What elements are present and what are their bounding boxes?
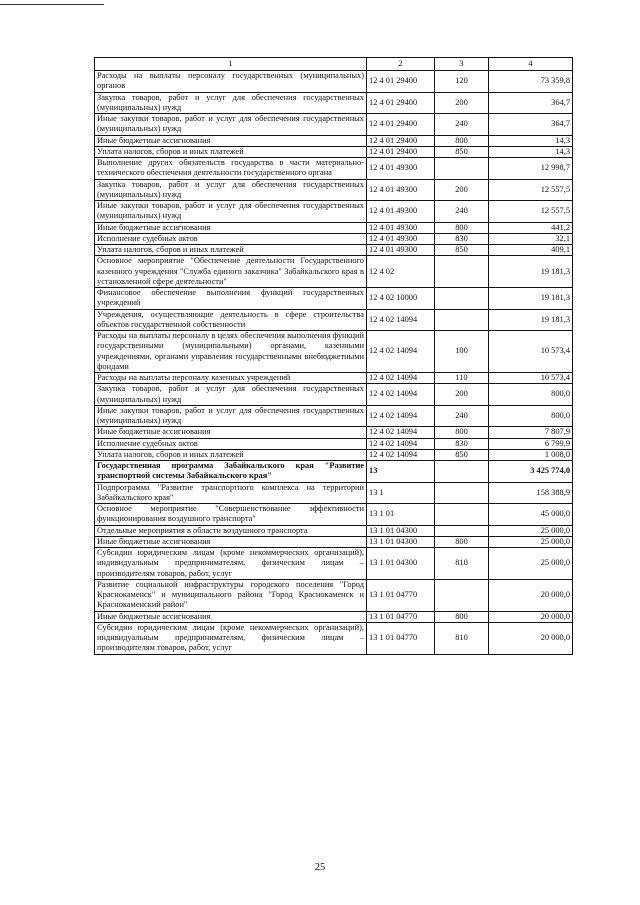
cell-code: 12 4 01 49300 bbox=[367, 201, 435, 223]
cell-sum: 10 573,4 bbox=[489, 373, 573, 384]
cell-code: 13 1 01 bbox=[367, 504, 435, 526]
table-row bbox=[95, 309, 573, 331]
cell-name: Расходы на выплаты персоналу казенных учреждений bbox=[95, 373, 367, 384]
cell-code: 12 4 01 29400 bbox=[367, 114, 435, 136]
cell-kind: 850 bbox=[435, 245, 489, 256]
cell-code: 12 4 02 14094 bbox=[367, 331, 435, 373]
cell-sum: 158 388,9 bbox=[489, 482, 573, 504]
cell-name: Иные бюджетные ассигнования bbox=[95, 427, 367, 438]
cell-code: 13 bbox=[367, 461, 435, 483]
table-row bbox=[95, 611, 573, 622]
cell-name: Государственная программа Забайкальского края "Развитие транспортной системы Забайкальского края" bbox=[95, 461, 367, 483]
cell-name: Финансовое обеспечение выполнения функций государственных учреждений bbox=[95, 288, 367, 310]
cell-kind bbox=[435, 309, 489, 331]
cell-code: 13 1 01 04300 bbox=[367, 525, 435, 536]
table-row bbox=[95, 245, 573, 256]
table-row bbox=[95, 548, 573, 580]
cell-sum: 3 425 774,0 bbox=[489, 461, 573, 483]
table-row bbox=[95, 461, 573, 483]
cell-sum: 73 359,8 bbox=[489, 71, 573, 93]
page-number: 25 bbox=[314, 862, 326, 873]
cell-kind: 830 bbox=[435, 438, 489, 449]
cell-name: Иные закупки товаров, работ и услуг для обеспечения государственных (муниципальных) нужд bbox=[95, 114, 367, 136]
cell-kind: 850 bbox=[435, 146, 489, 157]
cell-name: Исполнение судебных актов bbox=[95, 233, 367, 244]
cell-name: Расходы на выплаты персоналу государственных (муниципальных) органов bbox=[95, 71, 367, 93]
cell-name: Иные бюджетные ассигнования bbox=[95, 536, 367, 547]
cell-sum: 10 573,4 bbox=[489, 331, 573, 373]
cell-sum: 800,0 bbox=[489, 405, 573, 427]
header-col-1: 1 bbox=[95, 58, 367, 71]
cell-name: Иные закупки товаров, работ и услуг для обеспечения государственных (муниципальных) нужд bbox=[95, 405, 367, 427]
cell-name: Основное мероприятие "Обеспечение деятельности Государственного казенного учреждения "Служба единого заказчика" Забайкальского края в установленной сфере деятельности" bbox=[95, 256, 367, 288]
cell-name: Иные бюджетные ассигнования bbox=[95, 135, 367, 146]
cell-code: 12 4 02 14094 bbox=[367, 427, 435, 438]
cell-kind bbox=[435, 461, 489, 483]
cell-name: Закупка товаров, работ и услуг для обеспечения государственных (муниципальных) нужд bbox=[95, 384, 367, 406]
cell-kind: 800 bbox=[435, 611, 489, 622]
cell-name: Субсидии юридическим лицам (кроме некоммерческих организаций), индивидуальным предпринимателям, физическим лицам – производителям товаров, работ, услуг bbox=[95, 548, 367, 580]
cell-code: 12 4 01 29400 bbox=[367, 71, 435, 93]
cell-sum: 19 181,3 bbox=[489, 256, 573, 288]
corner-rule bbox=[0, 4, 104, 5]
cell-code: 12 4 02 14094 bbox=[367, 373, 435, 384]
cell-name: Отдельные мероприятия в области воздушного транспорта bbox=[95, 525, 367, 536]
cell-kind: 800 bbox=[435, 427, 489, 438]
cell-kind bbox=[435, 158, 489, 180]
cell-sum: 19 181,3 bbox=[489, 309, 573, 331]
table-row bbox=[95, 449, 573, 460]
cell-sum: 32,1 bbox=[489, 233, 573, 244]
cell-name: Выполнение других обязательств государства в части материально-технического обеспечения деятельности государственного органа bbox=[95, 158, 367, 180]
table-row bbox=[95, 201, 573, 223]
cell-kind bbox=[435, 504, 489, 526]
cell-kind: 800 bbox=[435, 536, 489, 547]
cell-name: Закупка товаров, работ и услуг для обеспечения государственных (муниципальных) нужд bbox=[95, 179, 367, 201]
cell-sum: 25 000,0 bbox=[489, 536, 573, 547]
cell-kind: 800 bbox=[435, 135, 489, 146]
cell-name: Субсидии юридическим лицам (кроме некоммерческих организаций), индивидуальным предпринимателям, физическим лицам – производителям товаров, работ, услуг bbox=[95, 622, 367, 654]
table-row bbox=[95, 135, 573, 146]
cell-sum: 364,7 bbox=[489, 114, 573, 136]
cell-sum: 19 181,3 bbox=[489, 288, 573, 310]
cell-kind: 200 bbox=[435, 179, 489, 201]
cell-name: Иные закупки товаров, работ и услуг для обеспечения государственных (муниципальных) нужд bbox=[95, 201, 367, 223]
cell-kind: 110 bbox=[435, 373, 489, 384]
cell-sum: 25 000,0 bbox=[489, 548, 573, 580]
cell-kind: 810 bbox=[435, 548, 489, 580]
cell-code: 12 4 02 14094 bbox=[367, 384, 435, 406]
cell-name: Учреждения, осуществляющие деятельность в сфере строительства объектов государственной собственности bbox=[95, 309, 367, 331]
cell-kind: 240 bbox=[435, 405, 489, 427]
cell-code: 13 1 01 04770 bbox=[367, 611, 435, 622]
cell-code: 12 4 02 bbox=[367, 256, 435, 288]
cell-code: 12 4 02 14094 bbox=[367, 405, 435, 427]
cell-kind: 200 bbox=[435, 92, 489, 114]
cell-name: Исполнение судебных актов bbox=[95, 438, 367, 449]
cell-kind: 120 bbox=[435, 71, 489, 93]
cell-code: 13 1 01 04300 bbox=[367, 548, 435, 580]
table-row bbox=[95, 288, 573, 310]
table-row bbox=[95, 256, 573, 288]
table-row bbox=[95, 504, 573, 526]
cell-sum: 6 799,9 bbox=[489, 438, 573, 449]
cell-sum: 1 008,0 bbox=[489, 449, 573, 460]
cell-code: 12 4 02 14094 bbox=[367, 449, 435, 460]
cell-code: 12 4 01 49300 bbox=[367, 233, 435, 244]
cell-sum: 12 557,5 bbox=[489, 179, 573, 201]
cell-code: 12 4 02 14094 bbox=[367, 309, 435, 331]
cell-name: Уплата налогов, сборов и иных платежей bbox=[95, 245, 367, 256]
cell-kind: 240 bbox=[435, 201, 489, 223]
cell-code: 12 4 01 49300 bbox=[367, 222, 435, 233]
cell-kind: 800 bbox=[435, 222, 489, 233]
table-row bbox=[95, 438, 573, 449]
cell-name: Подпрограмма "Развитие транспортного комплекса на территории Забайкальского края" bbox=[95, 482, 367, 504]
header-col-2: 2 bbox=[367, 58, 435, 71]
cell-name: Иные бюджетные ассигнования bbox=[95, 222, 367, 233]
header-col-3: 3 bbox=[435, 58, 489, 71]
cell-sum: 20 000,0 bbox=[489, 579, 573, 611]
table-row bbox=[95, 233, 573, 244]
table-row bbox=[95, 146, 573, 157]
table-row bbox=[95, 384, 573, 406]
cell-code: 13 1 01 04770 bbox=[367, 579, 435, 611]
cell-code: 12 4 01 49300 bbox=[367, 245, 435, 256]
cell-code: 12 4 01 49300 bbox=[367, 158, 435, 180]
table-row bbox=[95, 222, 573, 233]
table-row bbox=[95, 579, 573, 611]
cell-kind: 100 bbox=[435, 331, 489, 373]
cell-name: Развитие социальной инфраструктуры городского поселения "Город Краснокаменск" и муниципального района "Город Краснокаменск и Краснокаменский район" bbox=[95, 579, 367, 611]
cell-kind bbox=[435, 482, 489, 504]
cell-name: Уплата налогов, сборов и иных платежей bbox=[95, 449, 367, 460]
header-col-4: 4 bbox=[489, 58, 573, 71]
cell-code: 13 1 bbox=[367, 482, 435, 504]
cell-sum: 12 998,7 bbox=[489, 158, 573, 180]
cell-code: 12 4 02 14094 bbox=[367, 438, 435, 449]
cell-sum: 409,1 bbox=[489, 245, 573, 256]
cell-kind: 830 bbox=[435, 233, 489, 244]
cell-kind: 200 bbox=[435, 384, 489, 406]
cell-code: 13 1 01 04300 bbox=[367, 536, 435, 547]
cell-name: Иные бюджетные ассигнования bbox=[95, 611, 367, 622]
table-row bbox=[95, 482, 573, 504]
cell-name: Основное мероприятие "Совершенствование эффективности функционирования воздушного транспорта" bbox=[95, 504, 367, 526]
cell-kind bbox=[435, 256, 489, 288]
cell-sum: 7 807,9 bbox=[489, 427, 573, 438]
cell-code: 13 1 01 04770 bbox=[367, 622, 435, 654]
cell-kind: 810 bbox=[435, 622, 489, 654]
cell-code: 12 4 01 29400 bbox=[367, 92, 435, 114]
cell-sum: 14,3 bbox=[489, 146, 573, 157]
table-row bbox=[95, 373, 573, 384]
cell-sum: 14,3 bbox=[489, 135, 573, 146]
table-row bbox=[95, 331, 573, 373]
table-header-row bbox=[95, 58, 573, 71]
table-row bbox=[95, 405, 573, 427]
budget-table-body bbox=[95, 58, 573, 655]
table-row bbox=[95, 536, 573, 547]
table-row bbox=[95, 92, 573, 114]
cell-name: Уплата налогов, сборов и иных платежей bbox=[95, 146, 367, 157]
table-row bbox=[95, 427, 573, 438]
table-row bbox=[95, 158, 573, 180]
cell-sum: 20 000,0 bbox=[489, 611, 573, 622]
cell-sum: 45 000,0 bbox=[489, 504, 573, 526]
table-row bbox=[95, 114, 573, 136]
cell-kind bbox=[435, 288, 489, 310]
cell-sum: 25 000,0 bbox=[489, 525, 573, 536]
cell-code: 12 4 01 49300 bbox=[367, 179, 435, 201]
cell-name: Закупка товаров, работ и услуг для обеспечения государственных (муниципальных) нужд bbox=[95, 92, 367, 114]
table-row bbox=[95, 525, 573, 536]
cell-kind bbox=[435, 525, 489, 536]
cell-code: 12 4 01 29400 bbox=[367, 146, 435, 157]
cell-sum: 20 000,0 bbox=[489, 622, 573, 654]
cell-name: Расходы на выплаты персоналу в целях обеспечения выполнения функций государственными (муниципальными) органами, казенными учреждениями, органами управления государственными внебюджетными фондами bbox=[95, 331, 367, 373]
budget-table bbox=[94, 57, 573, 655]
table-row bbox=[95, 622, 573, 654]
cell-code: 12 4 01 29400 bbox=[367, 135, 435, 146]
cell-kind: 240 bbox=[435, 114, 489, 136]
cell-sum: 800,0 bbox=[489, 384, 573, 406]
cell-kind: 850 bbox=[435, 449, 489, 460]
table-row bbox=[95, 71, 573, 93]
cell-kind bbox=[435, 579, 489, 611]
cell-sum: 441,2 bbox=[489, 222, 573, 233]
cell-sum: 364,7 bbox=[489, 92, 573, 114]
table-row bbox=[95, 179, 573, 201]
cell-code: 12 4 02 10000 bbox=[367, 288, 435, 310]
cell-sum: 12 557,5 bbox=[489, 201, 573, 223]
